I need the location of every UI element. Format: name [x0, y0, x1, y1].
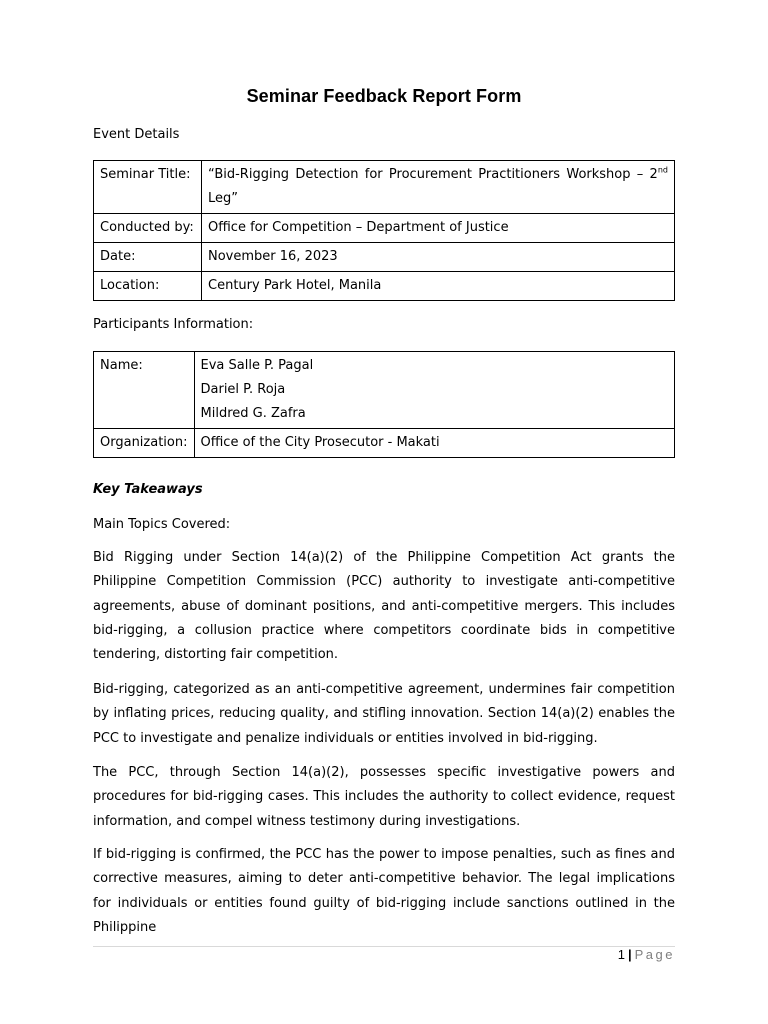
page-footer	[618, 947, 675, 962]
seminar-title-value	[202, 161, 675, 214]
document-page	[93, 0, 675, 1024]
table-row	[94, 243, 675, 272]
name-key: Name:	[94, 352, 195, 429]
seminar-title-key: Seminar Title:	[94, 161, 202, 214]
paragraph: If bid-rigging is confirmed, the PCC has the power to impose penalties, such as fines and corrective measures, aiming to deter anti-competitive behavior. The legal implications for individuals or entities found guilty of bid-rigging include sanctions outlined in the Philippine	[93, 847, 675, 935]
event-details-label: Event Details	[93, 127, 180, 142]
conducted-by-value: Office for Competition – Department of Justice	[202, 214, 675, 243]
event-details-table	[93, 160, 675, 301]
footer-divider	[93, 946, 675, 947]
page-number: 1	[617, 947, 625, 962]
table-row	[94, 272, 675, 301]
page-title: Seminar Feedback Report Form	[246, 86, 522, 106]
table-row	[94, 214, 675, 243]
location-key: Location:	[94, 272, 202, 301]
organization-value: Office of the City Prosecutor - Makati	[194, 429, 675, 458]
seminar-title-text: “Bid-Rigging Detection for Procurement Practitioners Workshop – 2	[208, 167, 658, 182]
seminar-title-tail: Leg”	[208, 191, 238, 206]
date-value: November 16, 2023	[202, 243, 675, 272]
table-row	[94, 429, 675, 458]
paragraph: Bid Rigging under Section 14(a)(2) of the Philippine Competition Act grants the Philippine Competition Commission (PCC) authority to investigate anti-competitive agreements, abuse of dominant positions, and anti-competitive mergers. This includes bid-rigging, a collusion practice where competitors coordinate bids in competitive tendering, distorting fair competition.	[93, 550, 675, 663]
participant-name: Eva Salle P. Pagal	[200, 358, 314, 373]
footer-separator: |	[627, 947, 632, 962]
ordinal-suffix: nd	[657, 165, 668, 175]
paragraph: Bid-rigging, categorized as an anti-competitive agreement, undermines fair competition by inflating prices, reducing quality, and stifling innovation. Section 14(a)(2) enables the PCC to investigate and penalize individuals or entities involved in bid-rigging.	[93, 682, 675, 746]
key-takeaways-heading: Key Takeaways	[93, 482, 203, 497]
table-row	[94, 161, 675, 214]
paragraph: The PCC, through Section 14(a)(2), possesses specific investigative powers and procedures for bid-rigging cases. This includes the authority to collect evidence, request information, and compel witness testimony during investigations.	[93, 765, 675, 829]
names-cell	[194, 352, 675, 429]
date-key: Date:	[94, 243, 202, 272]
location-value: Century Park Hotel, Manila	[202, 272, 675, 301]
participant-name: Dariel P. Roja	[200, 382, 286, 397]
participants-label: Participants Information:	[93, 317, 254, 332]
page-word: Page	[634, 947, 675, 962]
organization-key: Organization:	[94, 429, 195, 458]
conducted-by-key: Conducted by:	[94, 214, 202, 243]
topics-label: Main Topics Covered:	[93, 517, 231, 532]
table-row	[94, 352, 675, 429]
participant-name: Mildred G. Zafra	[200, 406, 306, 421]
participants-table	[93, 351, 675, 458]
